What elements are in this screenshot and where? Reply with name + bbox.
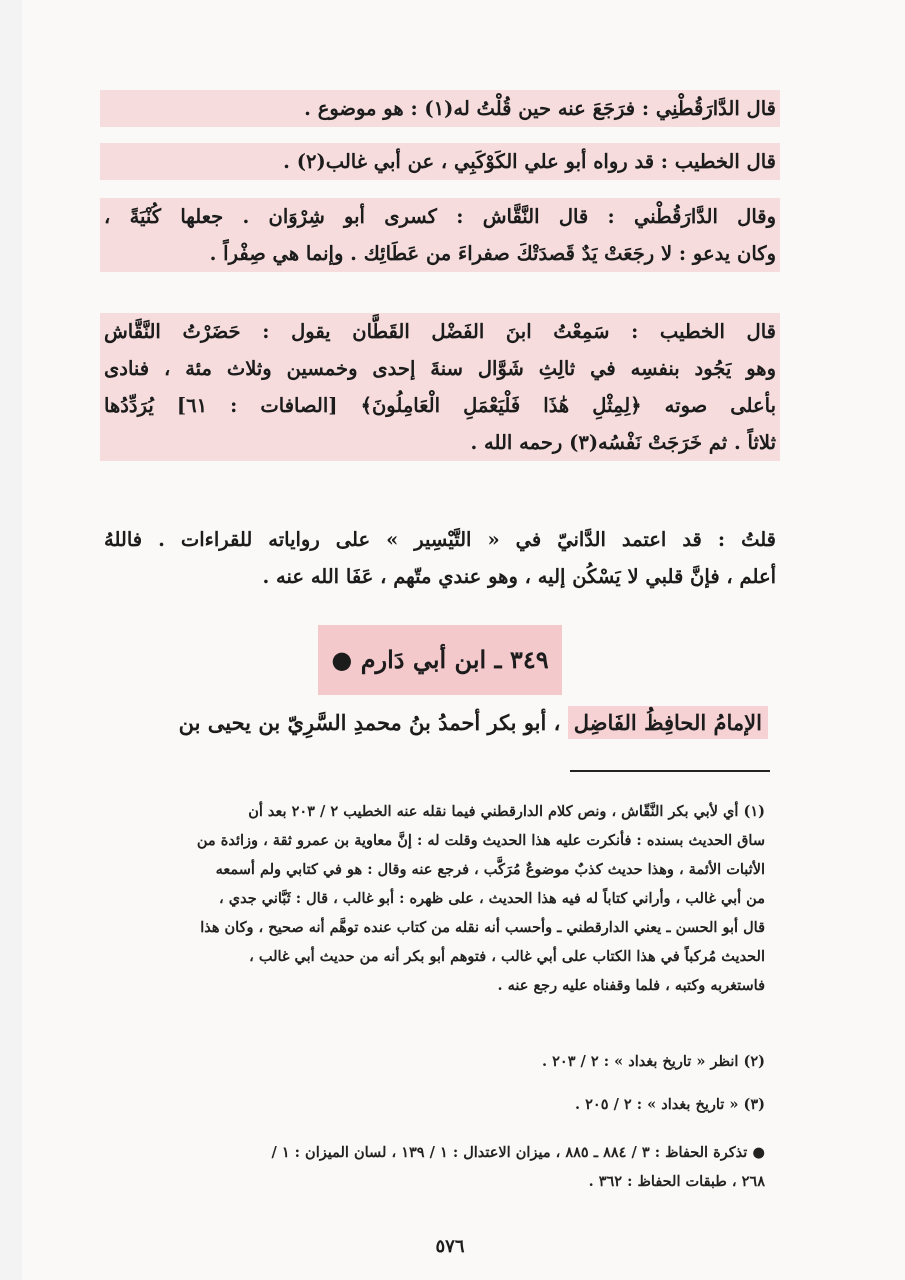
paragraph-5	[100, 521, 780, 595]
footnote-line: ● تذكرة الحفاظ : ٣ / ٨٨٤ ـ ٨٨٥ ، ميزان الاعتدال : ١ / ١٣٩ ، لسان الميزان : ١ /	[271, 1144, 765, 1161]
footnote-line: الأثبات الأئمة ، وهذا حديث كذبٌ موضوعٌ مُرَكَّب ، فرجع عنه وقال : هو في كتابي ولم أسمعه	[215, 861, 765, 878]
text-line: وكان يدعو : لا رجَعَتْ يَدٌ قَصدَتْكَ صفراءَ من عَطَائِك . وإنما هي صِفْراً .	[209, 242, 776, 265]
footnote-line: ساق الحديث بسنده : فأنكرت عليه هذا الحديث وقلت له : إنَّ معاوية بن عمرو ثقة ، وزائدة من	[196, 832, 765, 849]
footnote-3	[105, 1090, 765, 1119]
footnote-line: قال أبو الحسن ـ يعني الدارقطني ـ وأحسب أنه نقله من كتاب عنده توهَّم أنه صحيح ، وكان هذا	[200, 919, 765, 936]
page-number: ٥٧٦	[435, 1236, 465, 1257]
footnote-line: (٣) « تاريخ بغداد » : ٢ / ٢٠٥ .	[575, 1096, 765, 1113]
footnote-2	[105, 1047, 765, 1076]
paragraph-1	[100, 90, 780, 127]
footnote-separator	[570, 770, 770, 772]
paragraph-3	[100, 198, 780, 272]
entry-heading: ٣٤٩ ـ ابن أبي دَارم ●	[331, 645, 549, 674]
footnote-line: فاستغربه وكتبه ، فلما وقفناه عليه رجع عنه .	[497, 977, 765, 994]
footnote-line: الحديث مُركباً في هذا الكتاب على أبي غالب ، فتوهم أبو بكر أنه من حديث أبي غالب ،	[249, 948, 765, 965]
footnote-line: (٢) انظر « تاريخ بغداد » : ٢ / ٢٠٣ .	[542, 1053, 765, 1070]
intro-highlight: الإمامُ الحافِظُ الفَاضِل	[568, 706, 768, 739]
text-line: ثلاثاً . ثم خَرَجَتْ نَفْسُه(٣) رحمه الله .	[470, 431, 776, 454]
text-line: أعلم ، فإنَّ قلبي لا يَسْكُن إليه ، وهو عندي متّهم ، عَفَا الله عنه .	[262, 565, 776, 588]
intro-rest: ، أبو بكر أحمدُ بنُ محمدِ السَّرِيّ بن يحيى بن	[178, 710, 561, 735]
entry-intro	[100, 710, 768, 735]
text-line: قلتُ : قد اعتمد الدَّانيّ في « التَّيْسِير » على رواياته للقراءات . فاللهُ	[104, 528, 776, 551]
footnote-line: ٢٦٨ ، طبقات الحفاظ : ٣٦٢ .	[588, 1173, 765, 1190]
text-line: وهو يَجُود بنفسِه في ثالِثِ شَوَّال سنةَ إحدى وخمسين وثلاث مئة ، فنادى	[104, 357, 776, 380]
paragraph-4	[100, 313, 780, 461]
footnote-4	[105, 1138, 765, 1196]
text-line: قال الخطيب : سَمِعْتُ ابنَ الفَضْل القَطَّان يقول : حَضَرْتُ النَّقَّاش	[104, 320, 776, 343]
text-line: قال الدَّارَقُطْنِي : فرَجَعَ عنه حين قُلْتُ له(١) : هو موضوع .	[304, 97, 776, 120]
footnote-line: من أبي غالب ، وأراني كتاباً له فيه هذا الحديث ، على ظهره : أبو غالب ، قال : ثَبَّاني جدي ،	[219, 890, 765, 907]
text-line: وقال الدَّارَقُطْني : قال النَّقَّاش : كسرى أبو شِرْوَان . جعلها كُنْيَةً ،	[104, 205, 776, 228]
paragraph-2	[100, 143, 780, 180]
text-line: بأعلى صوته ﴿لِمِثْلِ هَٰذَا فَلْيَعْمَلِ الْعَامِلُونَ﴾ [الصافات : ٦١] يُرَدِّدُها	[104, 394, 776, 417]
footnote-line: (١) أي لأبي بكر النَّقّاش ، ونص كلام الدارقطني فيما نقله عنه الخطيب ٢ / ٢٠٣ بعد أن	[248, 803, 765, 820]
footnote-1	[105, 797, 765, 1000]
text-line: قال الخطيب : قد رواه أبو علي الكَوْكَبِي ، عن أبي غالب(٢) .	[283, 150, 776, 173]
